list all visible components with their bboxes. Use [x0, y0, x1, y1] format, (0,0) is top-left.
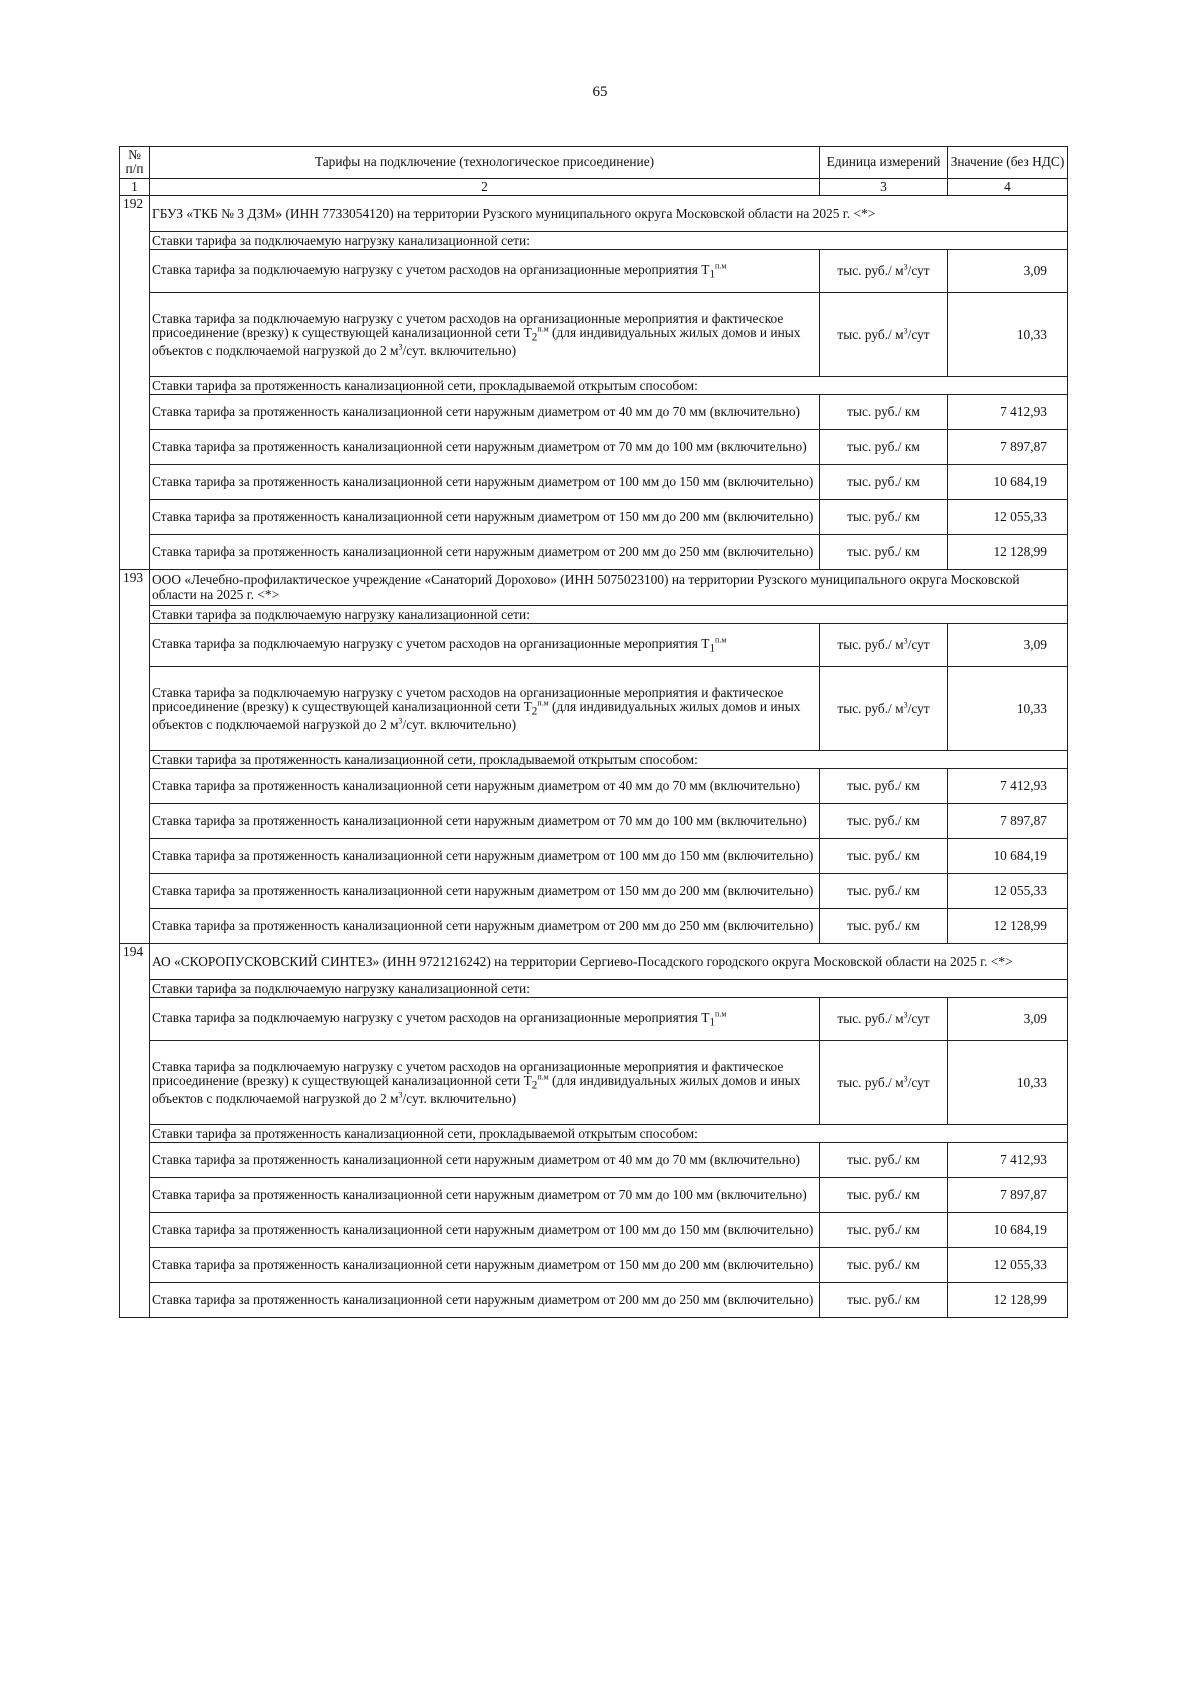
- rate-desc: Ставка тарифа за протяженность канализационной сети наружным диаметром от 100 мм до 150 мм (включительно): [150, 465, 820, 500]
- unit-text: тыс. руб./ м: [837, 1011, 904, 1027]
- table-row: [120, 250, 1068, 293]
- tariff-table: [119, 146, 1068, 1318]
- org-number: 194: [120, 944, 150, 1318]
- unit-text: /сут: [907, 700, 930, 716]
- rate-unit: [820, 624, 948, 667]
- org-row: [120, 196, 1068, 232]
- rate-unit: [820, 250, 948, 293]
- rate-desc: Ставка тарифа за протяженность канализационной сети наружным диаметром от 40 мм до 70 мм (включительно): [150, 395, 820, 430]
- t1-text: Ставка тарифа за подключаемую нагрузку с учетом расходов на организационные мероприятия T: [152, 635, 710, 651]
- t1-text: Ставка тарифа за подключаемую нагрузку с учетом расходов на организационные мероприятия T: [152, 261, 710, 277]
- rate-unit: тыс. руб./ км: [820, 804, 948, 839]
- rate-unit: тыс. руб./ км: [820, 430, 948, 465]
- section-load-label: Ставки тарифа за подключаемую нагрузку канализационной сети:: [150, 980, 1068, 998]
- rate-desc: Ставка тарифа за протяженность канализационной сети наружным диаметром от 70 мм до 100 мм (включительно): [150, 1178, 820, 1213]
- t2-sub: 2: [531, 705, 538, 718]
- t2-text: /сут. включительно): [402, 1090, 517, 1106]
- header-desc: Тарифы на подключение (технологическое присоединение): [150, 147, 820, 179]
- rate-value: 3,09: [948, 624, 1068, 667]
- rate-unit: тыс. руб./ км: [820, 1178, 948, 1213]
- col-number: 2: [150, 178, 820, 195]
- t2-sup: 3: [398, 716, 403, 726]
- t1-sub: 1: [709, 1016, 716, 1029]
- t2-sup: п.м: [537, 698, 549, 708]
- col-number: 3: [820, 178, 948, 195]
- rate-desc: Ставка тарифа за протяженность канализационной сети наружным диаметром от 70 мм до 100 мм (включительно): [150, 430, 820, 465]
- org-name: АО «СКОРОПУСКОВСКИЙ СИНТЕЗ» (ИНН 9721216242) на территории Сергиево-Посадского городского округа Московской области на 2025 г. <*>: [150, 944, 1068, 980]
- rate-value: 10 684,19: [948, 1213, 1068, 1248]
- rate-unit: [820, 998, 948, 1041]
- rate-value: 12 128,99: [948, 1283, 1068, 1318]
- section-row: [120, 606, 1068, 624]
- section-load-label: Ставки тарифа за подключаемую нагрузку канализационной сети:: [150, 232, 1068, 250]
- rate-unit: тыс. руб./ км: [820, 839, 948, 874]
- rate-desc: Ставка тарифа за протяженность канализационной сети наружным диаметром от 150 мм до 200 мм (включительно): [150, 1248, 820, 1283]
- rate-desc: Ставка тарифа за протяженность канализационной сети наружным диаметром от 40 мм до 70 мм (включительно): [150, 769, 820, 804]
- org-number: 193: [120, 570, 150, 944]
- rate-unit: тыс. руб./ км: [820, 395, 948, 430]
- rate-unit: тыс. руб./ км: [820, 1213, 948, 1248]
- t1-text: Ставка тарифа за подключаемую нагрузку с учетом расходов на организационные мероприятия T: [152, 1009, 710, 1025]
- rate-desc: Ставка тарифа за протяженность канализационной сети наружным диаметром от 200 мм до 250 мм (включительно): [150, 909, 820, 944]
- unit-sup: 3: [903, 636, 908, 646]
- t1-sub: 1: [709, 268, 716, 281]
- unit-text: /сут: [907, 326, 930, 342]
- rate-value: 12 055,33: [948, 1248, 1068, 1283]
- rate-unit: тыс. руб./ км: [820, 874, 948, 909]
- t2-text: /сут. включительно): [402, 342, 517, 358]
- rate-value: 10,33: [948, 667, 1068, 751]
- rate-desc: Ставка тарифа за протяженность канализационной сети наружным диаметром от 150 мм до 200 мм (включительно): [150, 874, 820, 909]
- rate-desc: [150, 998, 820, 1041]
- table-row: [120, 1213, 1068, 1248]
- t1-sup: п.м: [715, 635, 727, 645]
- rate-desc: [150, 624, 820, 667]
- table-row: [120, 769, 1068, 804]
- rate-value: 3,09: [948, 998, 1068, 1041]
- unit-text: /сут: [907, 637, 930, 653]
- section-row: [120, 377, 1068, 395]
- unit-text: тыс. руб./ м: [837, 700, 904, 716]
- table-row: [120, 1143, 1068, 1178]
- section-length-label: Ставки тарифа за протяженность канализационной сети, прокладываемой открытым способом:: [150, 377, 1068, 395]
- table-row: [120, 1041, 1068, 1125]
- rate-value: 10,33: [948, 293, 1068, 377]
- t2-sub: 2: [531, 331, 538, 344]
- t2-text: (для индивидуальных жилых домов и иных объектов с подключаемой нагрузкой до 2 м: [152, 699, 801, 732]
- unit-text: /сут: [907, 263, 930, 279]
- table-row: [120, 998, 1068, 1041]
- rate-unit: тыс. руб./ км: [820, 1283, 948, 1318]
- org-row: [120, 944, 1068, 980]
- rate-unit: тыс. руб./ км: [820, 909, 948, 944]
- unit-text: тыс. руб./ м: [837, 637, 904, 653]
- unit-text: тыс. руб./ м: [837, 326, 904, 342]
- table-row: [120, 1283, 1068, 1318]
- rate-unit: [820, 293, 948, 377]
- section-row: [120, 232, 1068, 250]
- org-row: [120, 570, 1068, 606]
- rate-desc: Ставка тарифа за протяженность канализационной сети наружным диаметром от 70 мм до 100 мм (включительно): [150, 804, 820, 839]
- unit-sup: 3: [903, 262, 908, 272]
- table-row: [120, 874, 1068, 909]
- rate-value: 7 897,87: [948, 1178, 1068, 1213]
- rate-desc: Ставка тарифа за протяженность канализационной сети наружным диаметром от 200 мм до 250 мм (включительно): [150, 1283, 820, 1318]
- rate-desc: Ставка тарифа за протяженность канализационной сети наружным диаметром от 100 мм до 150 мм (включительно): [150, 1213, 820, 1248]
- t2-text: Ставка тарифа за подключаемую нагрузку с учетом расходов на организационные мероприятия и фактическое присоединение (врезку) к существующей канализационной сети T: [152, 684, 784, 715]
- table-row: [120, 839, 1068, 874]
- t2-text: (для индивидуальных жилых домов и иных объектов с подключаемой нагрузкой до 2 м: [152, 1073, 801, 1106]
- t2-sup: 3: [398, 1090, 403, 1100]
- header-value: Значение (без НДС): [948, 147, 1068, 179]
- table-row: [120, 430, 1068, 465]
- table-row: [120, 1178, 1068, 1213]
- unit-sup: 3: [903, 326, 908, 336]
- unit-sup: 3: [903, 1074, 908, 1084]
- rate-value: 10,33: [948, 1041, 1068, 1125]
- table-row: [120, 804, 1068, 839]
- table-row: [120, 535, 1068, 570]
- unit-text: /сут: [907, 1074, 930, 1090]
- t1-sub: 1: [709, 642, 716, 655]
- t2-text: Ставка тарифа за подключаемую нагрузку с учетом расходов на организационные мероприятия и фактическое присоединение (врезку) к существующей канализационной сети T: [152, 1058, 784, 1089]
- rate-unit: тыс. руб./ км: [820, 1248, 948, 1283]
- unit-text: /сут: [907, 1011, 930, 1027]
- rate-value: 7 897,87: [948, 804, 1068, 839]
- rate-value: 12 128,99: [948, 535, 1068, 570]
- rate-unit: тыс. руб./ км: [820, 1143, 948, 1178]
- section-length-label: Ставки тарифа за протяженность канализационной сети, прокладываемой открытым способом:: [150, 1125, 1068, 1143]
- rate-value: 12 055,33: [948, 500, 1068, 535]
- org-number: 192: [120, 196, 150, 570]
- table-row: [120, 465, 1068, 500]
- page-number: 65: [592, 84, 608, 100]
- t2-sup: п.м: [537, 1072, 549, 1082]
- unit-text: тыс. руб./ м: [837, 263, 904, 279]
- t2-text: Ставка тарифа за подключаемую нагрузку с учетом расходов на организационные мероприятия и фактическое присоединение (врезку) к существующей канализационной сети T: [152, 310, 784, 341]
- t2-sub: 2: [531, 1079, 538, 1092]
- t1-sup: п.м: [715, 261, 727, 271]
- table-header-row: [120, 147, 1068, 179]
- rate-desc: [150, 667, 820, 751]
- rate-unit: тыс. руб./ км: [820, 465, 948, 500]
- rate-desc: [150, 250, 820, 293]
- t2-sup: 3: [398, 342, 403, 352]
- section-load-label: Ставки тарифа за подключаемую нагрузку канализационной сети:: [150, 606, 1068, 624]
- t1-sup: п.м: [715, 1009, 727, 1019]
- rate-unit: [820, 1041, 948, 1125]
- col-number: 4: [948, 178, 1068, 195]
- header-unit: Единица измерений: [820, 147, 948, 179]
- unit-sup: 3: [903, 1010, 908, 1020]
- rate-value: 12 055,33: [948, 874, 1068, 909]
- rate-desc: [150, 1041, 820, 1125]
- column-numbers-row: [120, 178, 1068, 195]
- section-length-label: Ставки тарифа за протяженность канализационной сети, прокладываемой открытым способом:: [150, 751, 1068, 769]
- rate-unit: тыс. руб./ км: [820, 500, 948, 535]
- section-row: [120, 1125, 1068, 1143]
- rate-desc: [150, 293, 820, 377]
- table-row: [120, 624, 1068, 667]
- section-row: [120, 980, 1068, 998]
- rate-value: 10 684,19: [948, 465, 1068, 500]
- rate-value: 7 897,87: [948, 430, 1068, 465]
- table-row: [120, 909, 1068, 944]
- rate-desc: Ставка тарифа за протяженность канализационной сети наружным диаметром от 200 мм до 250 мм (включительно): [150, 535, 820, 570]
- rate-value: 10 684,19: [948, 839, 1068, 874]
- t2-text: (для индивидуальных жилых домов и иных объектов с подключаемой нагрузкой до 2 м: [152, 325, 801, 358]
- unit-text: тыс. руб./ м: [837, 1074, 904, 1090]
- table-row: [120, 293, 1068, 377]
- rate-unit: [820, 667, 948, 751]
- rate-unit: тыс. руб./ км: [820, 769, 948, 804]
- org-name: ГБУЗ «ТКБ № 3 ДЗМ» (ИНН 7733054120) на территории Рузского муниципального округа Московской области на 2025 г. <*>: [150, 196, 1068, 232]
- t2-sup: п.м: [537, 324, 549, 334]
- rate-value: 7 412,93: [948, 395, 1068, 430]
- table-row: [120, 667, 1068, 751]
- rate-value: 3,09: [948, 250, 1068, 293]
- col-number: 1: [120, 178, 150, 195]
- rate-value: 7 412,93: [948, 769, 1068, 804]
- rate-desc: Ставка тарифа за протяженность канализационной сети наружным диаметром от 150 мм до 200 мм (включительно): [150, 500, 820, 535]
- org-name: ООО «Лечебно-профилактическое учреждение «Санаторий Дорохово» (ИНН 5075023100) на территории Рузского муниципального округа Московской области на 2025 г. <*>: [150, 570, 1068, 606]
- rate-value: 7 412,93: [948, 1143, 1068, 1178]
- rate-desc: Ставка тарифа за протяженность канализационной сети наружным диаметром от 40 мм до 70 мм (включительно): [150, 1143, 820, 1178]
- section-row: [120, 751, 1068, 769]
- rate-value: 12 128,99: [948, 909, 1068, 944]
- table-row: [120, 1248, 1068, 1283]
- unit-sup: 3: [903, 700, 908, 710]
- table-row: [120, 395, 1068, 430]
- rate-desc: Ставка тарифа за протяженность канализационной сети наружным диаметром от 100 мм до 150 мм (включительно): [150, 839, 820, 874]
- header-num: № п/п: [120, 147, 150, 179]
- t2-text: /сут. включительно): [402, 716, 517, 732]
- table-row: [120, 500, 1068, 535]
- rate-unit: тыс. руб./ км: [820, 535, 948, 570]
